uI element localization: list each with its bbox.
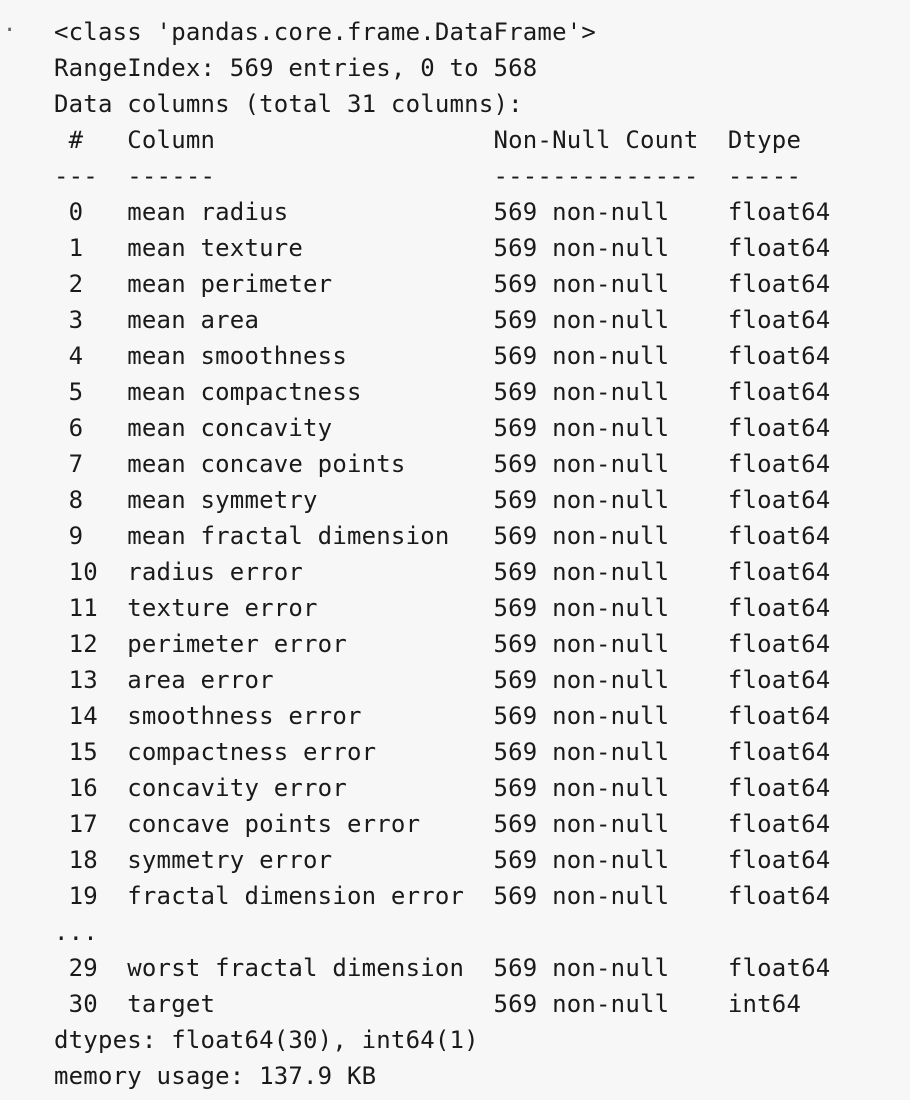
output-line: --- ------ -------------- ----- <box>54 162 831 190</box>
output-line: 13 area error 569 non-null float64 <box>54 666 831 694</box>
output-line: <class 'pandas.core.frame.DataFrame'> <box>54 18 597 46</box>
output-line: 29 worst fractal dimension 569 non-null float64 <box>54 954 831 982</box>
output-line: 0 mean radius 569 non-null float64 <box>54 198 831 226</box>
output-line: 1 mean texture 569 non-null float64 <box>54 234 831 262</box>
output-line: 2 mean perimeter 569 non-null float64 <box>54 270 831 298</box>
output-line: 30 target 569 non-null int64 <box>54 990 831 1018</box>
output-line: 19 fractal dimension error 569 non-null float64 <box>54 882 831 910</box>
output-line: 18 symmetry error 569 non-null float64 <box>54 846 831 874</box>
output-gutter-marker: · <box>3 18 17 43</box>
cell-output <box>54 14 830 1094</box>
output-line: 16 concavity error 569 non-null float64 <box>54 774 831 802</box>
output-line: memory usage: 137.9 KB <box>54 1062 377 1090</box>
output-line: 8 mean symmetry 569 non-null float64 <box>54 486 831 514</box>
output-line: 3 mean area 569 non-null float64 <box>54 306 831 334</box>
output-line: RangeIndex: 569 entries, 0 to 568 <box>54 54 538 82</box>
output-line: ... <box>54 918 98 946</box>
output-line: 15 compactness error 569 non-null float64 <box>54 738 831 766</box>
output-line: 12 perimeter error 569 non-null float64 <box>54 630 831 658</box>
output-line: # Column Non-Null Count Dtype <box>54 126 831 154</box>
output-line: 10 radius error 569 non-null float64 <box>54 558 831 586</box>
output-line: 9 mean fractal dimension 569 non-null float64 <box>54 522 831 550</box>
output-line: 14 smoothness error 569 non-null float64 <box>54 702 831 730</box>
output-line: 6 mean concavity 569 non-null float64 <box>54 414 831 442</box>
output-line: 7 mean concave points 569 non-null float64 <box>54 450 831 478</box>
output-line: 4 mean smoothness 569 non-null float64 <box>54 342 831 370</box>
output-line: Data columns (total 31 columns): <box>54 90 523 118</box>
output-line: 11 texture error 569 non-null float64 <box>54 594 831 622</box>
output-line: dtypes: float64(30), int64(1) <box>54 1026 479 1054</box>
output-line: 17 concave points error 569 non-null float64 <box>54 810 831 838</box>
output-line: 5 mean compactness 569 non-null float64 <box>54 378 831 406</box>
